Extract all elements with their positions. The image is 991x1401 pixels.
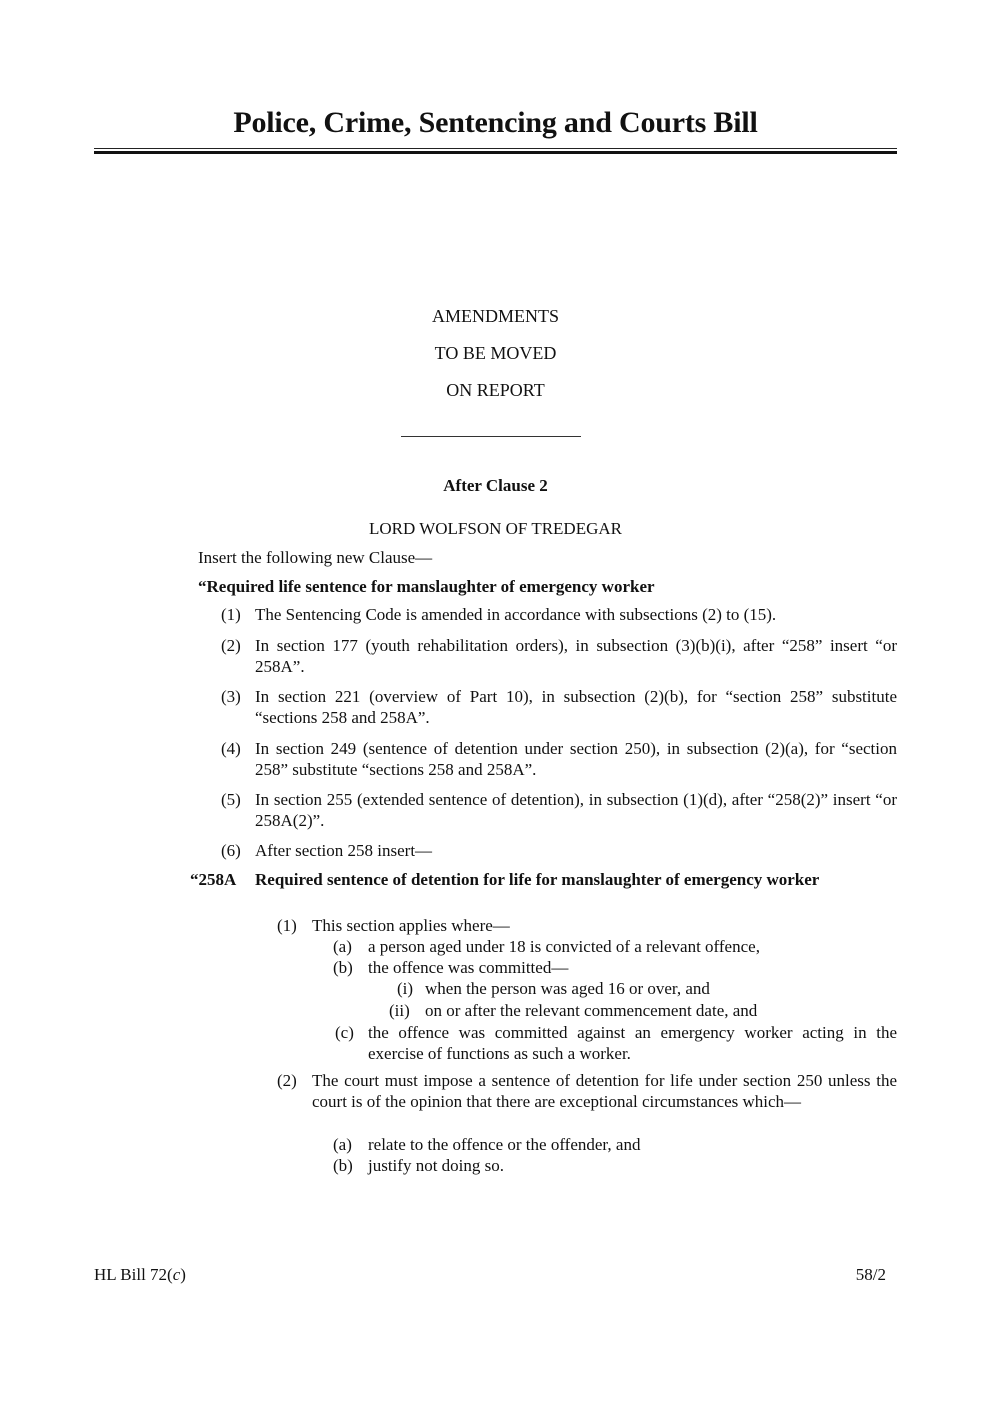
item-text: the offence was committed against an emergency worker acting in the exercise of functions as such a worker. (368, 1023, 897, 1063)
amendment-heading: After Clause 2 (443, 476, 548, 495)
subsection-number: (3) (221, 687, 241, 706)
inserted-section-title: Required sentence of detention for life for manslaughter of emergency worker (255, 870, 820, 889)
item-number: (b) (333, 958, 353, 977)
para-number: (1) (277, 916, 297, 935)
subsection-text: After section 258 insert— (255, 841, 433, 860)
bill-reference-prefix: HL Bill 72( (94, 1265, 173, 1284)
clause-title: “Required life sentence for manslaughter of emergency worker (198, 577, 655, 596)
item-number: (c) (335, 1023, 354, 1042)
subsection-number: (6) (221, 841, 241, 860)
bill-reference-close: ) (180, 1265, 186, 1284)
item-text: the offence was committed— (368, 958, 569, 977)
subsection-number: (2) (221, 636, 241, 655)
bill-title: Police, Crime, Sentencing and Courts Bill (233, 106, 758, 139)
item-text: a person aged under 18 is convicted of a relevant offence, (368, 937, 760, 956)
subitem-number: (i) (397, 979, 414, 998)
amendment-mover: LORD WOLFSON OF TREDEGAR (369, 519, 622, 538)
para-text: This section applies where— (312, 916, 510, 935)
subsection-text: In section 255 (extended sentence of detention), in subsection (1)(d), after “258(2)” insert “or 258A(2)”. (255, 790, 897, 830)
bill-reference-suffix-letter: c (172, 1265, 181, 1284)
item-text: relate to the offence or the offender, and (368, 1135, 641, 1154)
item-number: (b) (333, 1156, 353, 1175)
item-text: justify not doing so. (368, 1156, 505, 1175)
subsection-text: In section 177 (youth rehabilitation orders), in subsection (3)(b)(i), after “258” insert “or 258A”. (255, 636, 897, 676)
intro-line-2: TO BE MOVED (434, 343, 557, 363)
intro-line-3: ON REPORT (446, 380, 545, 400)
subitem-number: (ii) (389, 1001, 410, 1020)
item-number: (a) (333, 937, 352, 956)
subsection-text: In section 249 (sentence of detention under section 250), in subsection (2)(a), for “section 258” substitute “sections 258 and 258A”. (255, 739, 897, 779)
subitem-text: on or after the relevant commencement date, and (425, 1001, 758, 1020)
subsection-text: In section 221 (overview of Part 10), in subsection (2)(b), for “section 258” substitute “sections 258 and 258A”. (255, 687, 897, 727)
para-number: (2) (277, 1071, 297, 1090)
title-rule-thin (94, 148, 897, 149)
para-text: The court must impose a sentence of detention for life under section 250 unless the court is of the opinion that there are exceptional circumstances which— (312, 1071, 897, 1111)
page-number: 58/2 (855, 1265, 886, 1284)
subsection-number: (1) (221, 605, 241, 624)
subsection-number: (5) (221, 790, 241, 809)
section-separator (401, 436, 581, 437)
amendment-instruction: Insert the following new Clause— (198, 548, 433, 567)
inserted-section-number: “258A (190, 870, 237, 889)
subsection-number: (4) (221, 739, 241, 758)
subitem-text: when the person was aged 16 or over, and (425, 979, 710, 998)
item-number: (a) (333, 1135, 352, 1154)
subsection-text: The Sentencing Code is amended in accordance with subsections (2) to (15). (255, 605, 777, 624)
title-rule-thick (94, 151, 897, 154)
intro-line-1: AMENDMENTS (431, 306, 559, 326)
bill-reference (94, 1265, 186, 1285)
